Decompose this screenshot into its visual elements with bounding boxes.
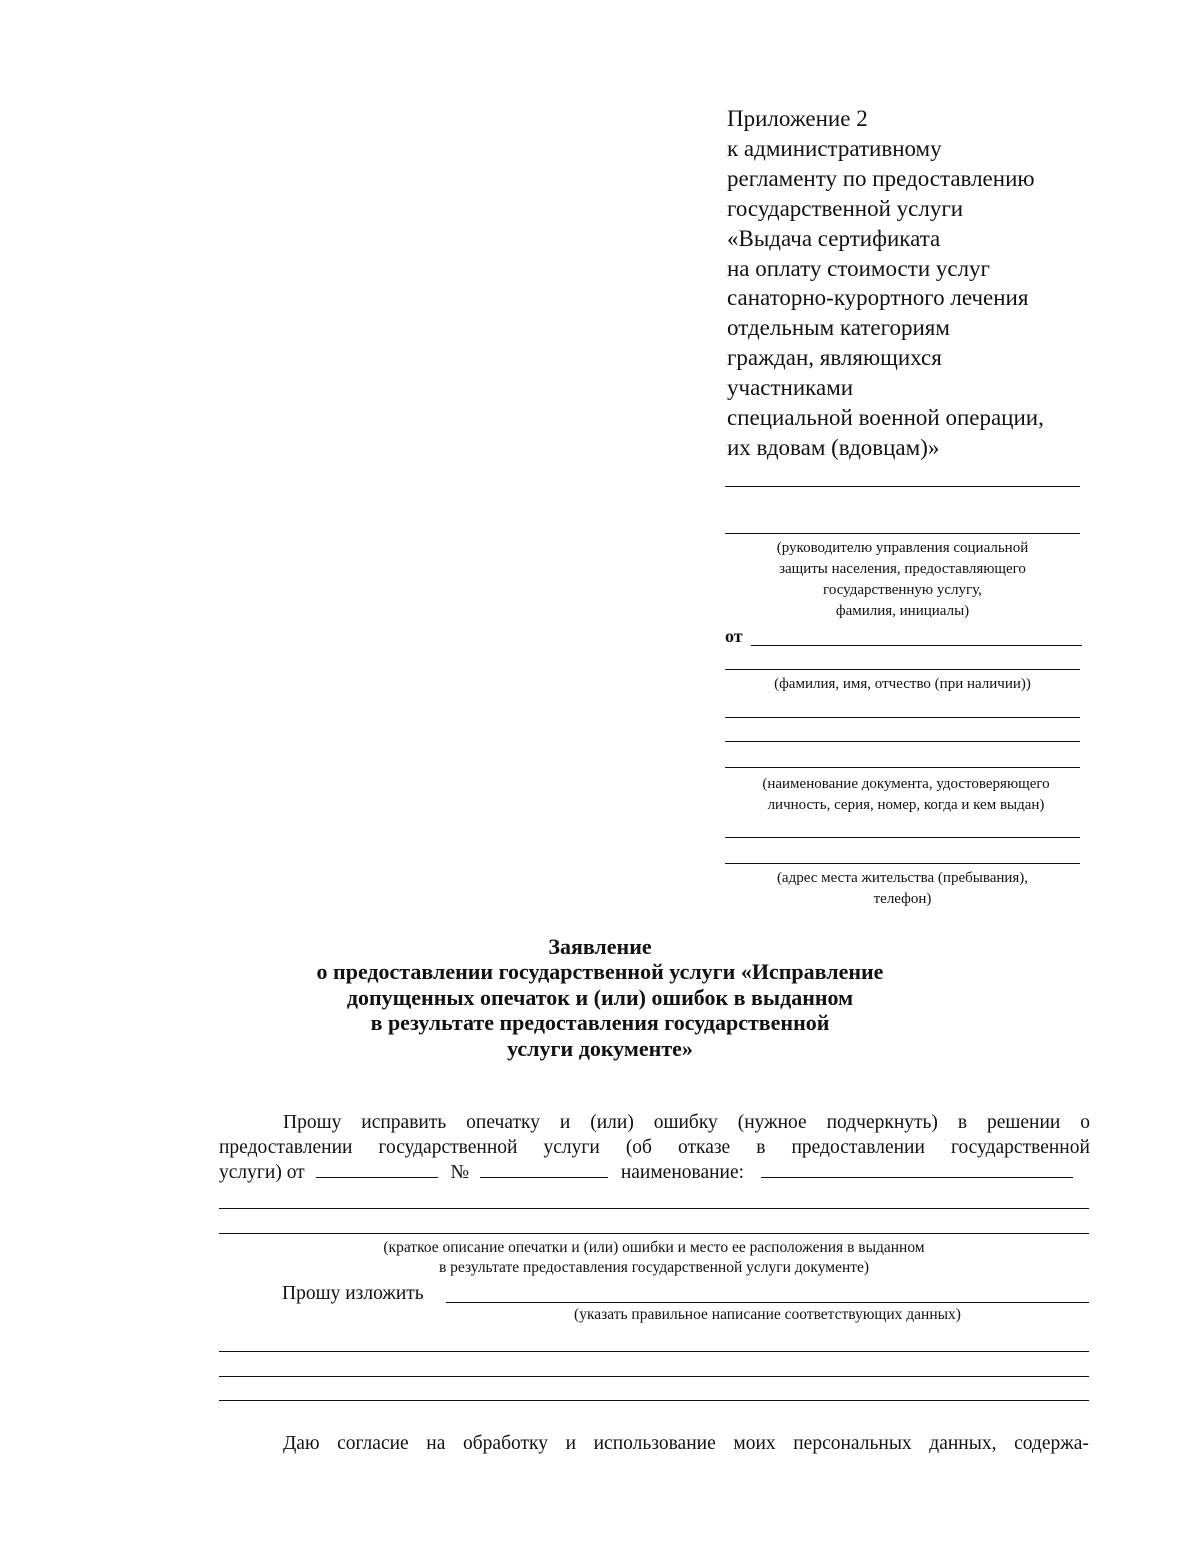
title-line: в результате предоставления государственной — [370, 1010, 830, 1036]
document-title — [200, 934, 1000, 1061]
name-caption: (фамилия, имя, отчество (при наличии)) — [774, 676, 1031, 692]
error-description-line-1[interactable] — [219, 1208, 1089, 1209]
title-line: допущенных опечаток и (или) ошибок в выданном — [346, 984, 854, 1010]
appendix-line: участниками — [727, 375, 854, 401]
address-line-2[interactable] — [725, 863, 1080, 864]
document-caption: (наименование документа, удостоверяющего личность, серия, номер, когда и кем выдан) — [762, 776, 1050, 813]
appendix-line: их вдовам (вдовцам)» — [727, 434, 940, 460]
appendix-line: граждан, являющихся — [727, 345, 942, 371]
decision-date-field[interactable] — [316, 1161, 438, 1178]
correct-data-line-4[interactable] — [219, 1400, 1089, 1401]
appendix-line: к административному — [727, 135, 942, 161]
consent-paragraph-line: Даю согласие на обработку и использование моих персональных данных, содержа- — [283, 1433, 1089, 1454]
title-line: Заявление — [548, 934, 652, 959]
appendix-line: отдельным категориям — [727, 315, 950, 341]
document-line-1[interactable] — [725, 717, 1080, 718]
set-out-label: Прошу изложить — [282, 1283, 424, 1304]
recipient-caption: (руководителю управления социальной защиты населения, предоставляющего государственную услугу, фамилия, инициалы) — [776, 540, 1029, 619]
appendix-header — [727, 104, 1167, 463]
recipient-line-2[interactable] — [725, 533, 1080, 534]
number-sign: № — [450, 1162, 470, 1183]
error-description-line-2[interactable] — [219, 1233, 1089, 1234]
request-paragraph-line-3 — [219, 1161, 1090, 1184]
decision-name-field[interactable] — [761, 1161, 1073, 1178]
correct-data-line-3[interactable] — [219, 1376, 1089, 1377]
applicant-name-line[interactable] — [725, 669, 1080, 670]
correct-data-line-2[interactable] — [219, 1351, 1089, 1352]
decision-number-field[interactable] — [480, 1161, 608, 1178]
title-line: услуги документе» — [507, 1035, 693, 1061]
appendix-line: государственной услуги — [727, 195, 964, 221]
appendix-line: регламенту по предоставлению — [727, 165, 1035, 191]
from-label: от — [725, 626, 743, 646]
title-line: о предоставлении государственной услуги «Исправление — [316, 959, 884, 985]
address-line-1[interactable] — [725, 837, 1080, 838]
appendix-line: «Выдача сертификата — [727, 225, 941, 251]
recipient-line-1[interactable] — [725, 486, 1080, 487]
name-label: наименование: — [620, 1162, 745, 1183]
correct-data-line[interactable] — [446, 1302, 1089, 1303]
decision-date-label: услуги) от — [219, 1162, 305, 1183]
request-paragraph-line-1: Прошу исправить опечатку и (или) ошибку (нужное подчеркнуть) в решении о — [283, 1112, 1090, 1133]
appendix-line: Приложение 2 — [727, 106, 868, 131]
appendix-line: специальной военной операции, — [727, 405, 1044, 431]
address-caption: (адрес места жительства (пребывания), телефон) — [776, 870, 1029, 907]
correct-data-caption: (указать правильное написание соответствующих данных) — [574, 1306, 961, 1323]
document-line-3[interactable] — [725, 767, 1080, 768]
appendix-line: на оплату стоимости услуг — [727, 255, 990, 281]
error-caption: (краткое описание опечатки и (или) ошибки и место ее расположения в выданном в результате предоставления государственной услуги документе) — [383, 1239, 925, 1276]
from-line[interactable] — [751, 645, 1082, 646]
appendix-line: санаторно-курортного лечения — [727, 285, 1029, 311]
document-line-2[interactable] — [725, 741, 1080, 742]
request-paragraph-line-2: предоставлении государственной услуги (об отказе в предоставлении государственной — [219, 1137, 1090, 1158]
